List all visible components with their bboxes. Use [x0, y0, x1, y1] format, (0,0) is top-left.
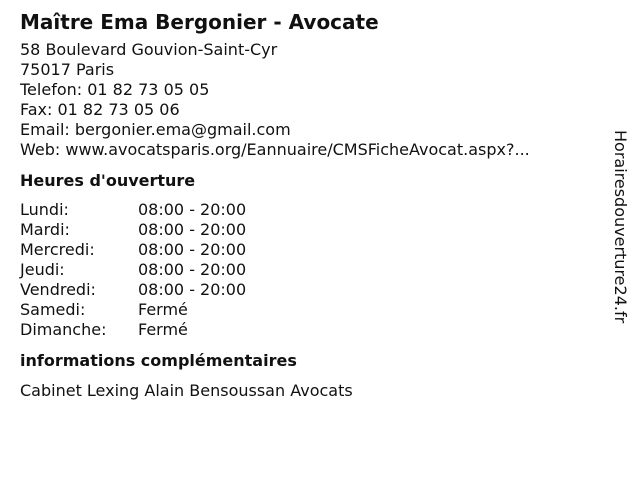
hours-row-friday — [20, 280, 600, 300]
site-watermark: Horairesdouverture24.fr — [611, 130, 630, 324]
hours-row-tuesday — [20, 220, 600, 240]
hours-time: 08:00 - 20:00 — [138, 220, 247, 239]
hours-row-thursday — [20, 260, 600, 280]
fax-line: Fax: 01 82 73 05 06 — [20, 100, 180, 119]
hours-time: 08:00 - 20:00 — [138, 280, 247, 299]
hours-time: Fermé — [138, 300, 188, 319]
hours-day: Lundi: — [20, 200, 69, 219]
hours-day: Mercredi: — [20, 240, 95, 259]
additional-info-text: Cabinet Lexing Alain Bensoussan Avocats — [20, 381, 353, 400]
hours-day: Samedi: — [20, 300, 86, 319]
hours-day: Dimanche: — [20, 320, 107, 339]
phone-line: Telefon: 01 82 73 05 05 — [20, 80, 210, 99]
hours-time: Fermé — [138, 320, 188, 339]
hours-row-saturday — [20, 300, 600, 320]
hours-row-wednesday — [20, 240, 600, 260]
hours-time: 08:00 - 20:00 — [138, 240, 247, 259]
business-title: Maître Ema Bergonier - Avocate — [20, 10, 379, 34]
opening-hours-heading: Heures d'ouverture — [20, 171, 196, 190]
business-card — [20, 10, 600, 401]
additional-info-heading: informations complémentaires — [20, 351, 297, 370]
email-line: Email: bergonier.ema@gmail.com — [20, 120, 291, 139]
hours-day: Vendredi: — [20, 280, 96, 299]
web-line: Web: www.avocatsparis.org/Eannuaire/CMSFicheAvocat.aspx?... — [20, 140, 530, 159]
opening-hours-table — [20, 200, 600, 340]
hours-time: 08:00 - 20:00 — [138, 200, 247, 219]
hours-row-monday — [20, 200, 600, 220]
hours-time: 08:00 - 20:00 — [138, 260, 247, 279]
hours-row-sunday — [20, 320, 600, 340]
address-line-city: 75017 Paris — [20, 60, 115, 79]
hours-day: Jeudi: — [20, 260, 65, 279]
hours-day: Mardi: — [20, 220, 70, 239]
address-line-street: 58 Boulevard Gouvion-Saint-Cyr — [20, 40, 278, 59]
